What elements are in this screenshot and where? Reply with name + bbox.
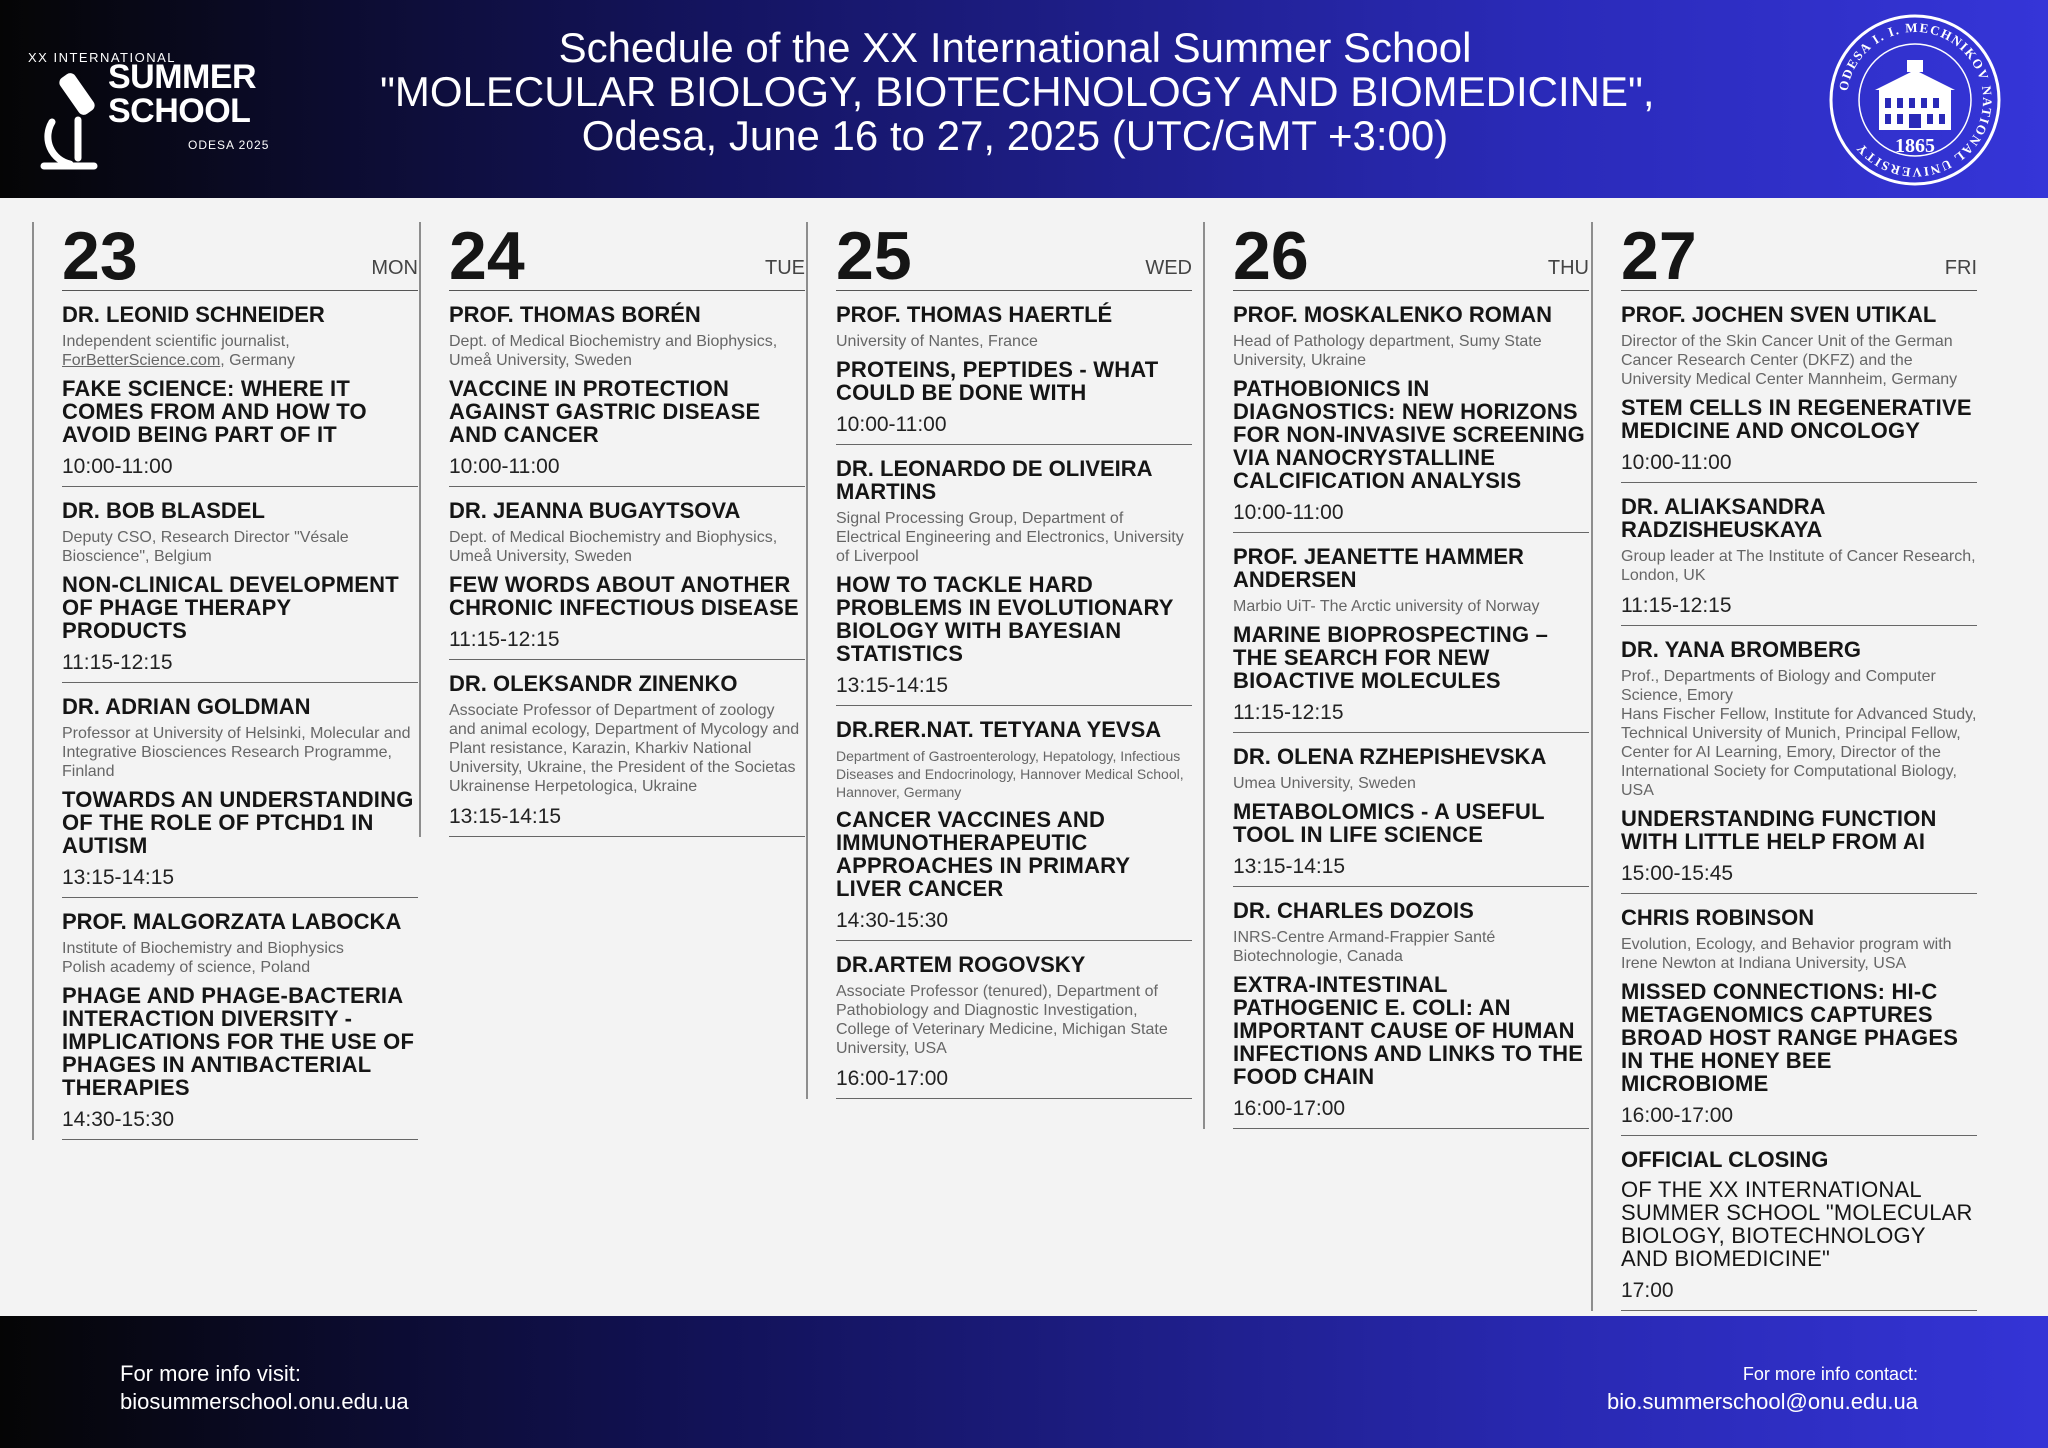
talk-title: EXTRA-INTESTINAL PATHOGENIC E. COLI: AN IMPORTANT CAUSE OF HUMAN INFECTIONS AND LINKS TO THE FOOD CHAIN — [1233, 972, 1584, 1089]
speaker-affiliation: Dept. of Medical Biochemistry and Biophysics, Umeå University, Sweden — [449, 333, 778, 369]
microscope-icon — [30, 62, 110, 172]
schedule-event — [1621, 894, 1977, 1136]
speaker-name: DR.ARTEM ROGOVSKY — [836, 952, 1086, 977]
speaker-name: DR. ALIAKSANDRA RADZISHEUSKAYA — [1621, 494, 1825, 542]
speaker-affiliation: Group leader at The Institute of Cancer Research, London, UK — [1621, 548, 1976, 584]
talk-title: PROTEINS, PEPTIDES - WHAT COULD BE DONE WITH — [836, 357, 1159, 405]
day-number: 25 — [836, 218, 912, 294]
talk-title: STEM CELLS IN REGENERATIVE MEDICINE AND ONCOLOGY — [1621, 395, 1972, 443]
speaker-name: CHRIS ROBINSON — [1621, 905, 1815, 930]
speaker-name: DR. YANA BROMBERG — [1621, 637, 1861, 662]
speaker-affiliation: Marbio UiT- The Arctic university of Norway — [1233, 598, 1540, 615]
speaker-name: PROF. MOSKALENKO ROMAN — [1233, 302, 1552, 327]
speaker-affiliation: Deputy CSO, Research Director "Vésale Bioscience", Belgium — [62, 529, 349, 565]
schedule-event — [62, 683, 418, 898]
talk-time: 10:00-11:00 — [1233, 501, 1344, 524]
day-header — [1233, 218, 1589, 294]
talk-time: 15:00-15:45 — [1621, 862, 1734, 885]
schedule-event — [62, 291, 418, 487]
talk-time: 10:00-11:00 — [1621, 451, 1732, 474]
footer-contact — [1607, 1360, 1918, 1416]
speaker-name: PROF. MALGORZATA LABOCKA — [62, 909, 402, 934]
day-column-thu — [1203, 218, 1589, 1129]
speaker-name: PROF. JOCHEN SVEN UTIKAL — [1621, 302, 1937, 327]
speaker-name: PROF. THOMAS HAERTLÉ — [836, 302, 1113, 327]
footer-contact-label: For more info contact: — [1742, 1364, 1918, 1384]
speaker-affiliation: Associate Professor of Department of zoology and animal ecology, Department of Mycology and Plant resistance, Karazin, Kharkiv National University, Ukraine, the President of the Societas Ukrainense Herpetologica, Ukraine — [449, 702, 800, 795]
speaker-affiliation: Prof., Departments of Biology and Computer Science, Emory Hans Fischer Fellow, Institute for Advanced Study, Technical University of Munich, Principal Fellow, Center for AI Learning, Emory, Director of the International Society for Computational Biology, USA — [1621, 668, 1977, 799]
speaker-affiliation: Associate Professor (tenured), Department of Pathobiology and Diagnostic Investigation, College of Veterinary Medicine, Michigan State University, USA — [836, 983, 1168, 1057]
day-number: 24 — [449, 218, 525, 294]
schedule-event — [836, 445, 1192, 706]
footer-website-link[interactable]: biosummerschool.onu.edu.ua — [120, 1389, 409, 1414]
talk-title: FAKE SCIENCE: WHERE IT COMES FROM AND HOW TO AVOID BEING PART OF IT — [62, 376, 367, 447]
speaker-affiliation: Signal Processing Group, Department of Electrical Engineering and Electronics, University of Liverpool — [836, 510, 1184, 565]
header-banner — [0, 0, 2048, 198]
schedule-event — [62, 898, 418, 1140]
talk-title: CANCER VACCINES AND IMMUNOTHERAPEUTIC APPROACHES IN PRIMARY LIVER CANCER — [836, 807, 1130, 901]
schedule-event — [1621, 483, 1977, 626]
talk-time: 11:15-12:15 — [1233, 701, 1344, 724]
talk-title: METABOLOMICS - A USEFUL TOOL IN LIFE SCIENCE — [1233, 799, 1545, 847]
day-number: 23 — [62, 218, 138, 294]
talk-time: 16:00-17:00 — [1621, 1104, 1734, 1127]
schedule-event — [836, 706, 1192, 941]
schedule-event — [449, 291, 805, 487]
speaker-affiliation: Department of Gastroenterology, Hepatology, Infectious Diseases and Endocrinology, Hannover Medical School, Hannover, Germany — [836, 748, 1184, 800]
day-name: TUE — [765, 257, 805, 279]
day-name: WED — [1145, 257, 1192, 279]
day-name: THU — [1547, 257, 1589, 279]
schedule-event — [1233, 533, 1589, 733]
speaker-affiliation: Professor at University of Helsinki, Molecular and Integrative Biosciences Research Programme, Finland — [62, 725, 411, 780]
speaker-name: DR. LEONARDO DE OLIVEIRA MARTINS — [836, 456, 1152, 504]
affiliation-link[interactable]: ForBetterScience.com — [62, 352, 221, 369]
seal-year: 1865 — [1895, 135, 1935, 157]
speaker-name: DR.RER.NAT. TETYANA YEVSA — [836, 717, 1162, 742]
schedule-event — [1621, 626, 1977, 894]
talk-title: HOW TO TACKLE HARD PROBLEMS IN EVOLUTIONARY BIOLOGY WITH BAYESIAN STATISTICS — [836, 572, 1174, 666]
schedule-grid — [0, 198, 2048, 1316]
footer-email-link[interactable]: bio.summerschool@onu.edu.ua — [1607, 1389, 1918, 1414]
talk-time: 11:15-12:15 — [1621, 594, 1732, 617]
day-column-fri — [1591, 218, 1977, 1311]
talk-title: MARINE BIOPROSPECTING – THE SEARCH FOR NEW BIOACTIVE MOLECULES — [1233, 622, 1549, 693]
title-line-3: Odesa, June 16 to 27, 2025 (UTC/GMT +3:00) — [581, 112, 1449, 159]
speaker-affiliation: Head of Pathology department, Sumy State University, Ukraine — [1233, 333, 1542, 369]
day-column-tue — [419, 218, 805, 837]
talk-title: FEW WORDS ABOUT ANOTHER CHRONIC INFECTIOUS DISEASE — [449, 572, 799, 620]
footer-banner — [0, 1316, 2048, 1448]
day-header — [449, 218, 805, 294]
schedule-event — [1233, 733, 1589, 887]
footer-visit — [120, 1360, 409, 1416]
day-column-wed — [806, 218, 1192, 1099]
schedule-event — [836, 291, 1192, 445]
talk-title: OF THE XX INTERNATIONAL SUMMER SCHOOL "MOLECULAR BIOLOGY, BIOTECHNOLOGY AND BIOMEDICINE" — [1621, 1177, 1973, 1271]
summer-school-logo — [28, 42, 288, 167]
affiliation-suffix: , Germany — [220, 352, 295, 369]
speaker-affiliation — [62, 332, 418, 370]
speaker-name: DR. ADRIAN GOLDMAN — [62, 694, 311, 719]
day-number: 27 — [1621, 218, 1697, 294]
speaker-name: DR. OLENA RZHEPISHEVSKA — [1233, 744, 1547, 769]
schedule-event — [1621, 291, 1977, 483]
footer-visit-label: For more info visit: — [120, 1361, 301, 1386]
speaker-name: PROF. THOMAS BORÉN — [449, 302, 701, 327]
logo-city: ODESA 2025 — [188, 138, 270, 152]
talk-title: NON-CLINICAL DEVELOPMENT OF PHAGE THERAPY PRODUCTS — [62, 572, 399, 643]
day-header — [836, 218, 1192, 294]
speaker-name: PROF. JEANETTE HAMMER ANDERSEN — [1233, 544, 1524, 592]
talk-time: 10:00-11:00 — [62, 455, 173, 478]
day-number: 26 — [1233, 218, 1309, 294]
schedule-event — [836, 941, 1192, 1099]
talk-time: 11:15-12:15 — [449, 628, 560, 651]
talk-title: PATHOBIONICS IN DIAGNOSTICS: NEW HORIZONS FOR NON-INVASIVE SCREENING VIA NANOCRYSTALLINE CALCIFICATION ANALYSIS — [1233, 376, 1585, 493]
schedule-event — [1233, 291, 1589, 533]
schedule-event — [62, 487, 418, 683]
talk-time: 17:00 — [1621, 1279, 1674, 1302]
talk-title: TOWARDS AN UNDERSTANDING OF THE ROLE OF PTCHD1 IN AUTISM — [62, 787, 414, 858]
speaker-affiliation: Umea University, Sweden — [1233, 775, 1416, 792]
speaker-affiliation: Dept. of Medical Biochemistry and Biophysics, Umeå University, Sweden — [449, 529, 778, 565]
schedule-event — [1621, 1136, 1977, 1311]
speaker-affiliation: Institute of Biochemistry and Biophysics Polish academy of science, Poland — [62, 940, 344, 976]
talk-time: 13:15-14:15 — [1233, 855, 1346, 878]
title-line-2: "MOLECULAR BIOLOGY, BIOTECHNOLOGY AND BIOMEDICINE", — [380, 68, 1655, 115]
affiliation-text: Independent scientific journalist, — [62, 333, 290, 350]
page-title — [380, 24, 1655, 159]
schedule-event — [1233, 887, 1589, 1129]
talk-time: 16:00-17:00 — [836, 1067, 949, 1090]
speaker-name: DR. BOB BLASDEL — [62, 498, 265, 523]
logo-school: SCHOOL — [108, 92, 251, 130]
talk-time: 16:00-17:00 — [1233, 1097, 1346, 1120]
speaker-name: DR. OLEKSANDR ZINENKO — [449, 671, 738, 696]
speaker-name: OFFICIAL CLOSING — [1621, 1147, 1829, 1172]
speaker-affiliation: Director of the Skin Cancer Unit of the German Cancer Research Center (DKFZ) and the University Medical Center Mannheim, Germany — [1621, 333, 1958, 388]
schedule-event — [449, 487, 805, 660]
talk-time: 10:00-11:00 — [836, 413, 947, 436]
talk-time: 14:30-15:30 — [62, 1108, 175, 1131]
day-name: FRI — [1944, 257, 1977, 279]
speaker-name: DR. CHARLES DOZOIS — [1233, 898, 1474, 923]
university-seal — [1827, 12, 2003, 188]
title-line-1: Schedule of the XX International Summer School — [558, 24, 1472, 71]
talk-title: MISSED CONNECTIONS: HI-C METAGENOMICS CAPTURES BROAD HOST RANGE PHAGES IN THE HONEY BEE MICROBIOME — [1621, 979, 1959, 1096]
talk-time: 13:15-14:15 — [449, 805, 562, 828]
day-name: MON — [371, 257, 418, 279]
talk-title: PHAGE AND PHAGE-BACTERIA INTERACTION DIVERSITY - IMPLICATIONS FOR THE USE OF PHAGES IN ANTIBACTERIAL THERAPIES — [62, 983, 415, 1100]
speaker-affiliation: Evolution, Ecology, and Behavior program with Irene Newton at Indiana University, USA — [1621, 936, 1952, 972]
speaker-affiliation: INRS-Centre Armand-Frappier Santé Biotechnologie, Canada — [1233, 929, 1496, 965]
day-column-mon — [32, 218, 418, 1140]
logo-top-text: XX INTERNATIONAL — [28, 50, 177, 65]
schedule-event — [449, 660, 805, 837]
talk-time: 13:15-14:15 — [836, 674, 949, 697]
talk-time: 14:30-15:30 — [836, 909, 949, 932]
logo-summer: SUMMER — [108, 58, 257, 96]
day-header — [1621, 218, 1977, 294]
talk-time: 10:00-11:00 — [449, 455, 560, 478]
day-header — [62, 218, 418, 294]
talk-time: 11:15-12:15 — [62, 651, 173, 674]
speaker-name: DR. JEANNA BUGAYTSOVA — [449, 498, 741, 523]
seal-text: ODESA I. I. MECHNIKOV NATIONAL UNIVERSITY — [1835, 19, 1996, 181]
talk-title: UNDERSTANDING FUNCTION WITH LITTLE HELP FROM AI — [1621, 806, 1937, 854]
talk-time: 13:15-14:15 — [62, 866, 175, 889]
speaker-affiliation: University of Nantes, France — [836, 333, 1038, 350]
talk-title: VACCINE IN PROTECTION AGAINST GASTRIC DISEASE AND CANCER — [449, 376, 761, 447]
speaker-name: DR. LEONID SCHNEIDER — [62, 302, 325, 327]
